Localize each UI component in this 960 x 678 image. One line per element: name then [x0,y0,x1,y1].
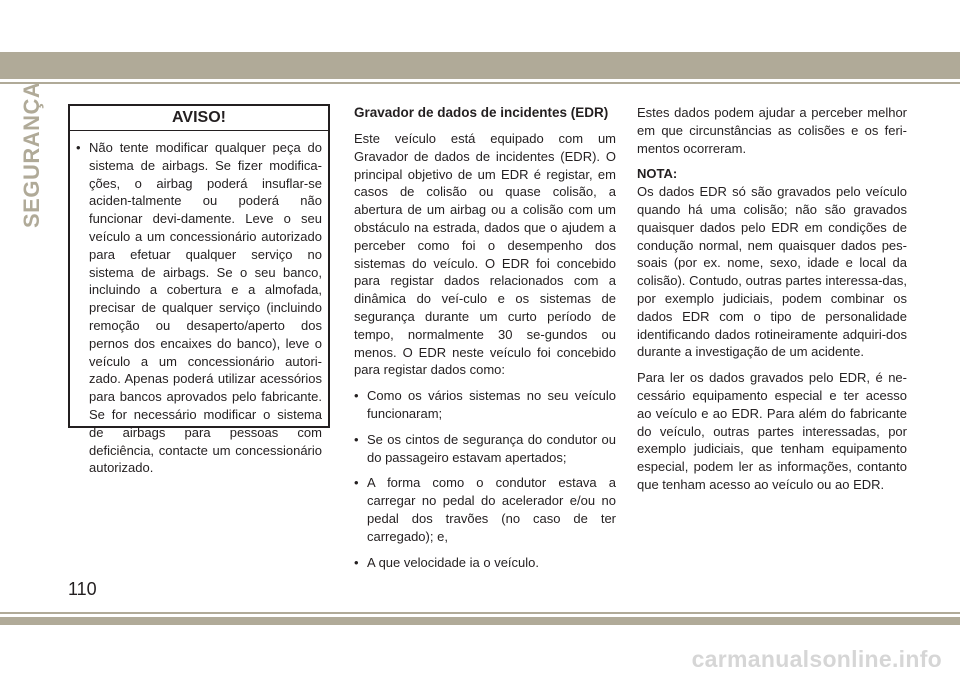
page-number: 110 [68,579,97,599]
list-item [354,554,616,572]
list-item [354,387,616,423]
bullet-icon: • [354,475,359,491]
list-item-text: Se os cintos de segurança do condutor ou do passageiro estavam apertados; [367,431,616,465]
edr-heading: Gravador de dados de incidentes (EDR) [354,105,609,120]
footer-rule [0,612,960,614]
list-item-text: A forma como o condutor estava a carregar no pedal do acelerador e/ou no pedal dos travões (no caso de ter carregado); e, [367,475,616,544]
warning-box [68,104,330,476]
nota-label: NOTA: [637,166,678,182]
list-item-text: Como os vários sistemas no seu veículo funcionaram; [367,388,616,421]
footer-band [0,617,960,625]
watermark: carmanualsonline.info [691,646,942,672]
list-item-text: A que velocidade ia o veículo. [367,554,540,570]
nota-paragraph: Os dados EDR só são gravados pelo veículo quando há uma colisão; não são gravados quaisquer dados pelo EDR em condições de condução normal, nem quaisquer dados pes-soais (por ex. nome, sexo, idade e local da colisão). Contudo, outras partes interessa-das, por exemplo judiciais, podem combinar os dados EDR com o tipo de personalidade identificando dados rotineiramente adquiri-dos durante a investigação de um acidente. [637,184,907,360]
edr-help-paragraph: Estes dados podem ajudar a perceber melhor em que circunstâncias as colisões e os feri-mentos ocorreram. [637,105,907,156]
edr-intro-paragraph: Este veículo está equipado com um Gravador de dados de incidentes (EDR). O principal objetivo de um EDR é registar, em casos de colisão ou quase colisão, a abertura de um airbag ou a colisão com um obstáculo na estrada, dados que o ajudem a perceber como foi o desempenho dos sistemas do veículo. O EDR foi concebido para registar dados relacionados com a dinâmica do veí-culo e os sistemas de segurança durante um curto período de tempo, normalmente 30 se-gundos ou menos. O EDR neste veículo foi concebido para registar dados como: [354,131,616,378]
header-rule [0,82,960,84]
bullet-icon: • [76,140,81,155]
list-item [354,474,616,545]
warning-item-text: Não tente modificar qualquer peça do sistema de airbags. Se fizer modifica-ções, o airbag poderá insuflar-se aciden-talmente ou poderá não funcionar devi-damente. Leve o seu veículo a um concessionário autorizado para efetuar qualquer serviço no sistema de airbags. Se o seu banco, incluindo a cobertura e a almofada, precisar de qualquer serviço (incluindo remoção ou desaperto/aperto dos pernos dos encaixes do banco), leve o veículo a um concessionário autori-zado. Apenas poderá utilizar acessórios para bancos aprovados pelo fabricante. Se for necessário modificar o sistema de airbags para pessoas com deficiência, contacte um concessionário autorizado. [89,140,322,476]
warning-body [70,131,328,477]
bullet-icon: • [354,431,359,447]
edr-read-paragraph: Para ler os dados gravados pelo EDR, é ne-cessário equipamento especial e ter acesso ao veículo e ao EDR. Para além do fabricante do veículo, outras partes interessadas, por exemplo judiciais, que tenham equipamento especial, podem ler as informações, contanto que tenham acesso ao veículo ou ao EDR. [637,370,907,492]
header-band [0,52,960,79]
section-tab [19,81,44,228]
warning-item [76,139,322,477]
edr-column-right [637,104,907,502]
warning-title: AVISO! [70,106,328,131]
list-item [354,431,616,467]
bullet-icon: • [354,388,359,404]
section-title: SEGURANÇA [19,81,44,228]
bullet-icon: • [354,554,359,570]
edr-column-middle [354,104,616,579]
